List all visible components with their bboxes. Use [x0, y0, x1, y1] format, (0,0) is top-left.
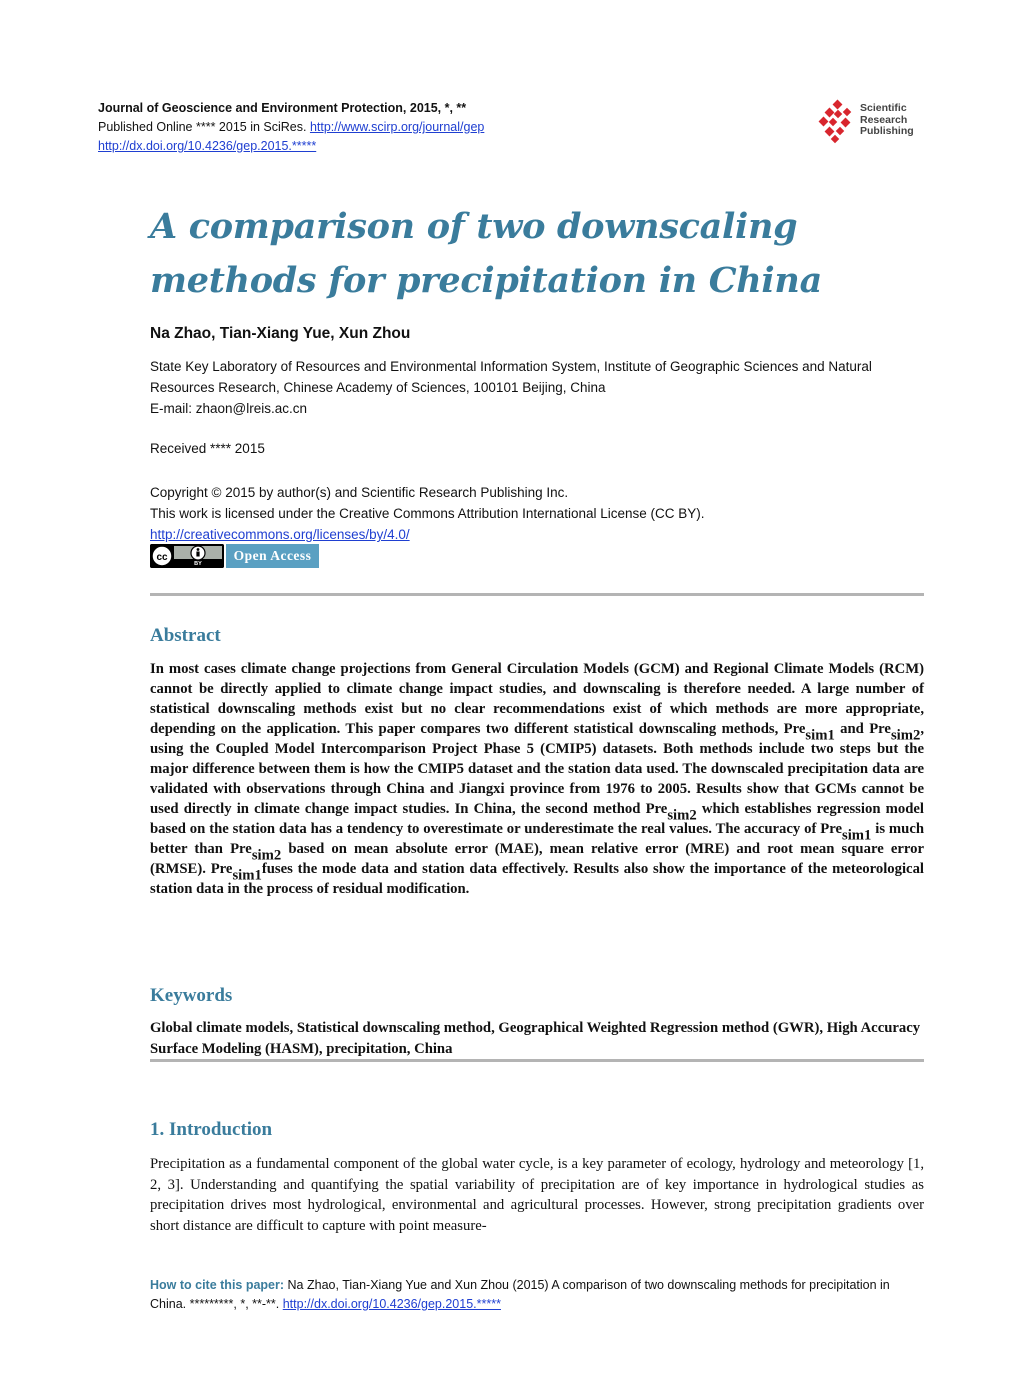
email: E-mail: zhaon@lreis.ac.cn — [150, 401, 308, 416]
svg-text:cc: cc — [156, 552, 168, 563]
doi-link[interactable]: http://dx.doi.org/10.4236/gep.2015.***** — [98, 139, 317, 153]
abstract-text: In most cases climate change projections from General Circulation Models (GCM) and Regional Climate Models (RCM) cannot be directly applied to climate change impact studies, and downscaling is therefore needed. A large number of statistical downscaling methods exist but no clear recommendations exist of which methods are more appropriate, depending on the application. This paper compares two different statistical downscaling methods, Pre$_{sim1}$ and Pre$_{sim2}$, using the Coupled Model Intercomparison Project Phase 5 (CMIP5) datasets. Both methods include two steps but the major difference between them is how the CMIP5 dataset and the station data used. The downscaled precipitation data are validated with observations through China and Jiangxi province from 1976 to 2005. Results show that GCMs cannot be used directly in climate change impact studies. In China, the second method Pre$_{sim2}$ which establishes regression model based on the station data has a tendency to overestimate or underestimate the real values. The accuracy of Pre$_{sim1}$ is much better than Pre$_{sim2}$ based on mean absolute error (MAE), mean relative error (MRE) and root mean square error (RMSE). Pre$_{sim1}$fuses the mode data and station data effectively. Results also show the importance of the meteorological station data in the process of residual modification. — [150, 661, 925, 897]
logo-line: Research — [860, 113, 908, 126]
authors: Na Zhao, Tian-Xiang Yue, Xun Zhou — [150, 325, 411, 342]
citation-footer — [150, 1276, 924, 1313]
publisher-logo-icon — [818, 99, 858, 145]
affiliation-text: State Key Laboratory of Resources and Environmental Information System, Institute of Geographic Sciences and Natural Resources Research, Chinese Academy of Sciences, 100101 Beijing, China — [150, 359, 872, 395]
keywords-text: Global climate models, Statistical downscaling method, Geographical Weighted Regression method (GWR), High Accuracy Surface Modeling (HASM), precipitation, China — [150, 1020, 921, 1057]
cc-by-text: BY — [194, 561, 202, 567]
affiliation — [150, 356, 924, 419]
published-line — [98, 118, 484, 137]
cc-by-badge[interactable] — [150, 544, 224, 568]
journal-line: Journal of Geoscience and Environment Protection, 2015, *, ** — [98, 101, 467, 115]
logo-line: Scientific — [860, 102, 907, 114]
open-access-badge[interactable]: Open Access — [226, 544, 319, 568]
citation-doi-link[interactable]: http://dx.doi.org/10.4236/gep.2015.***** — [282, 1296, 501, 1311]
copyright-line: Copyright © 2015 by author(s) and Scientific Research Publishing Inc. — [150, 485, 569, 500]
divider — [150, 1059, 924, 1062]
received-date: Received **** 2015 — [150, 441, 265, 456]
creative-commons-by-icon — [150, 544, 224, 568]
journal-header — [98, 99, 484, 156]
introduction-text: Precipitation as a fundamental component of the global water cycle, is a key parameter of ecology, hydrology and meteorology [1, 2, 3]. Understanding and quantifying the spatial variability of precipitation are of key importance in hydrological studies as precipitation drives most hydrological, environmental and agricultural processes. However, strong precipitation gradients over short distance are difficult to capture with point measure- — [150, 1156, 924, 1234]
journal-link[interactable]: http://www.scirp.org/journal/gep — [309, 120, 485, 134]
license-link[interactable]: http://creativecommons.org/licenses/by/4.0/ — [150, 527, 410, 542]
citation-text: Na Zhao, Tian-Xiang Yue and Xun Zhou (2015) A comparison of two downscaling methods for precipitation in China. *********, *, **-**. — [150, 1278, 890, 1311]
copyright — [150, 482, 924, 545]
license-line: This work is licensed under the Creative Commons Attribution International License (CC BY). — [150, 506, 705, 521]
citation-label: How to cite this paper: — [150, 1278, 285, 1292]
published-text: Published Online **** 2015 in SciRes. — [98, 120, 307, 134]
publisher-logo — [818, 99, 928, 145]
abstract-heading: Abstract — [150, 625, 221, 646]
logo-line: Publishing — [860, 125, 914, 137]
paper-title: A comparison of two downscaling methods for precipitation in China — [150, 206, 822, 301]
keywords-heading: Keywords — [150, 985, 233, 1006]
divider — [150, 593, 924, 596]
introduction-heading: 1. Introduction — [150, 1119, 273, 1140]
